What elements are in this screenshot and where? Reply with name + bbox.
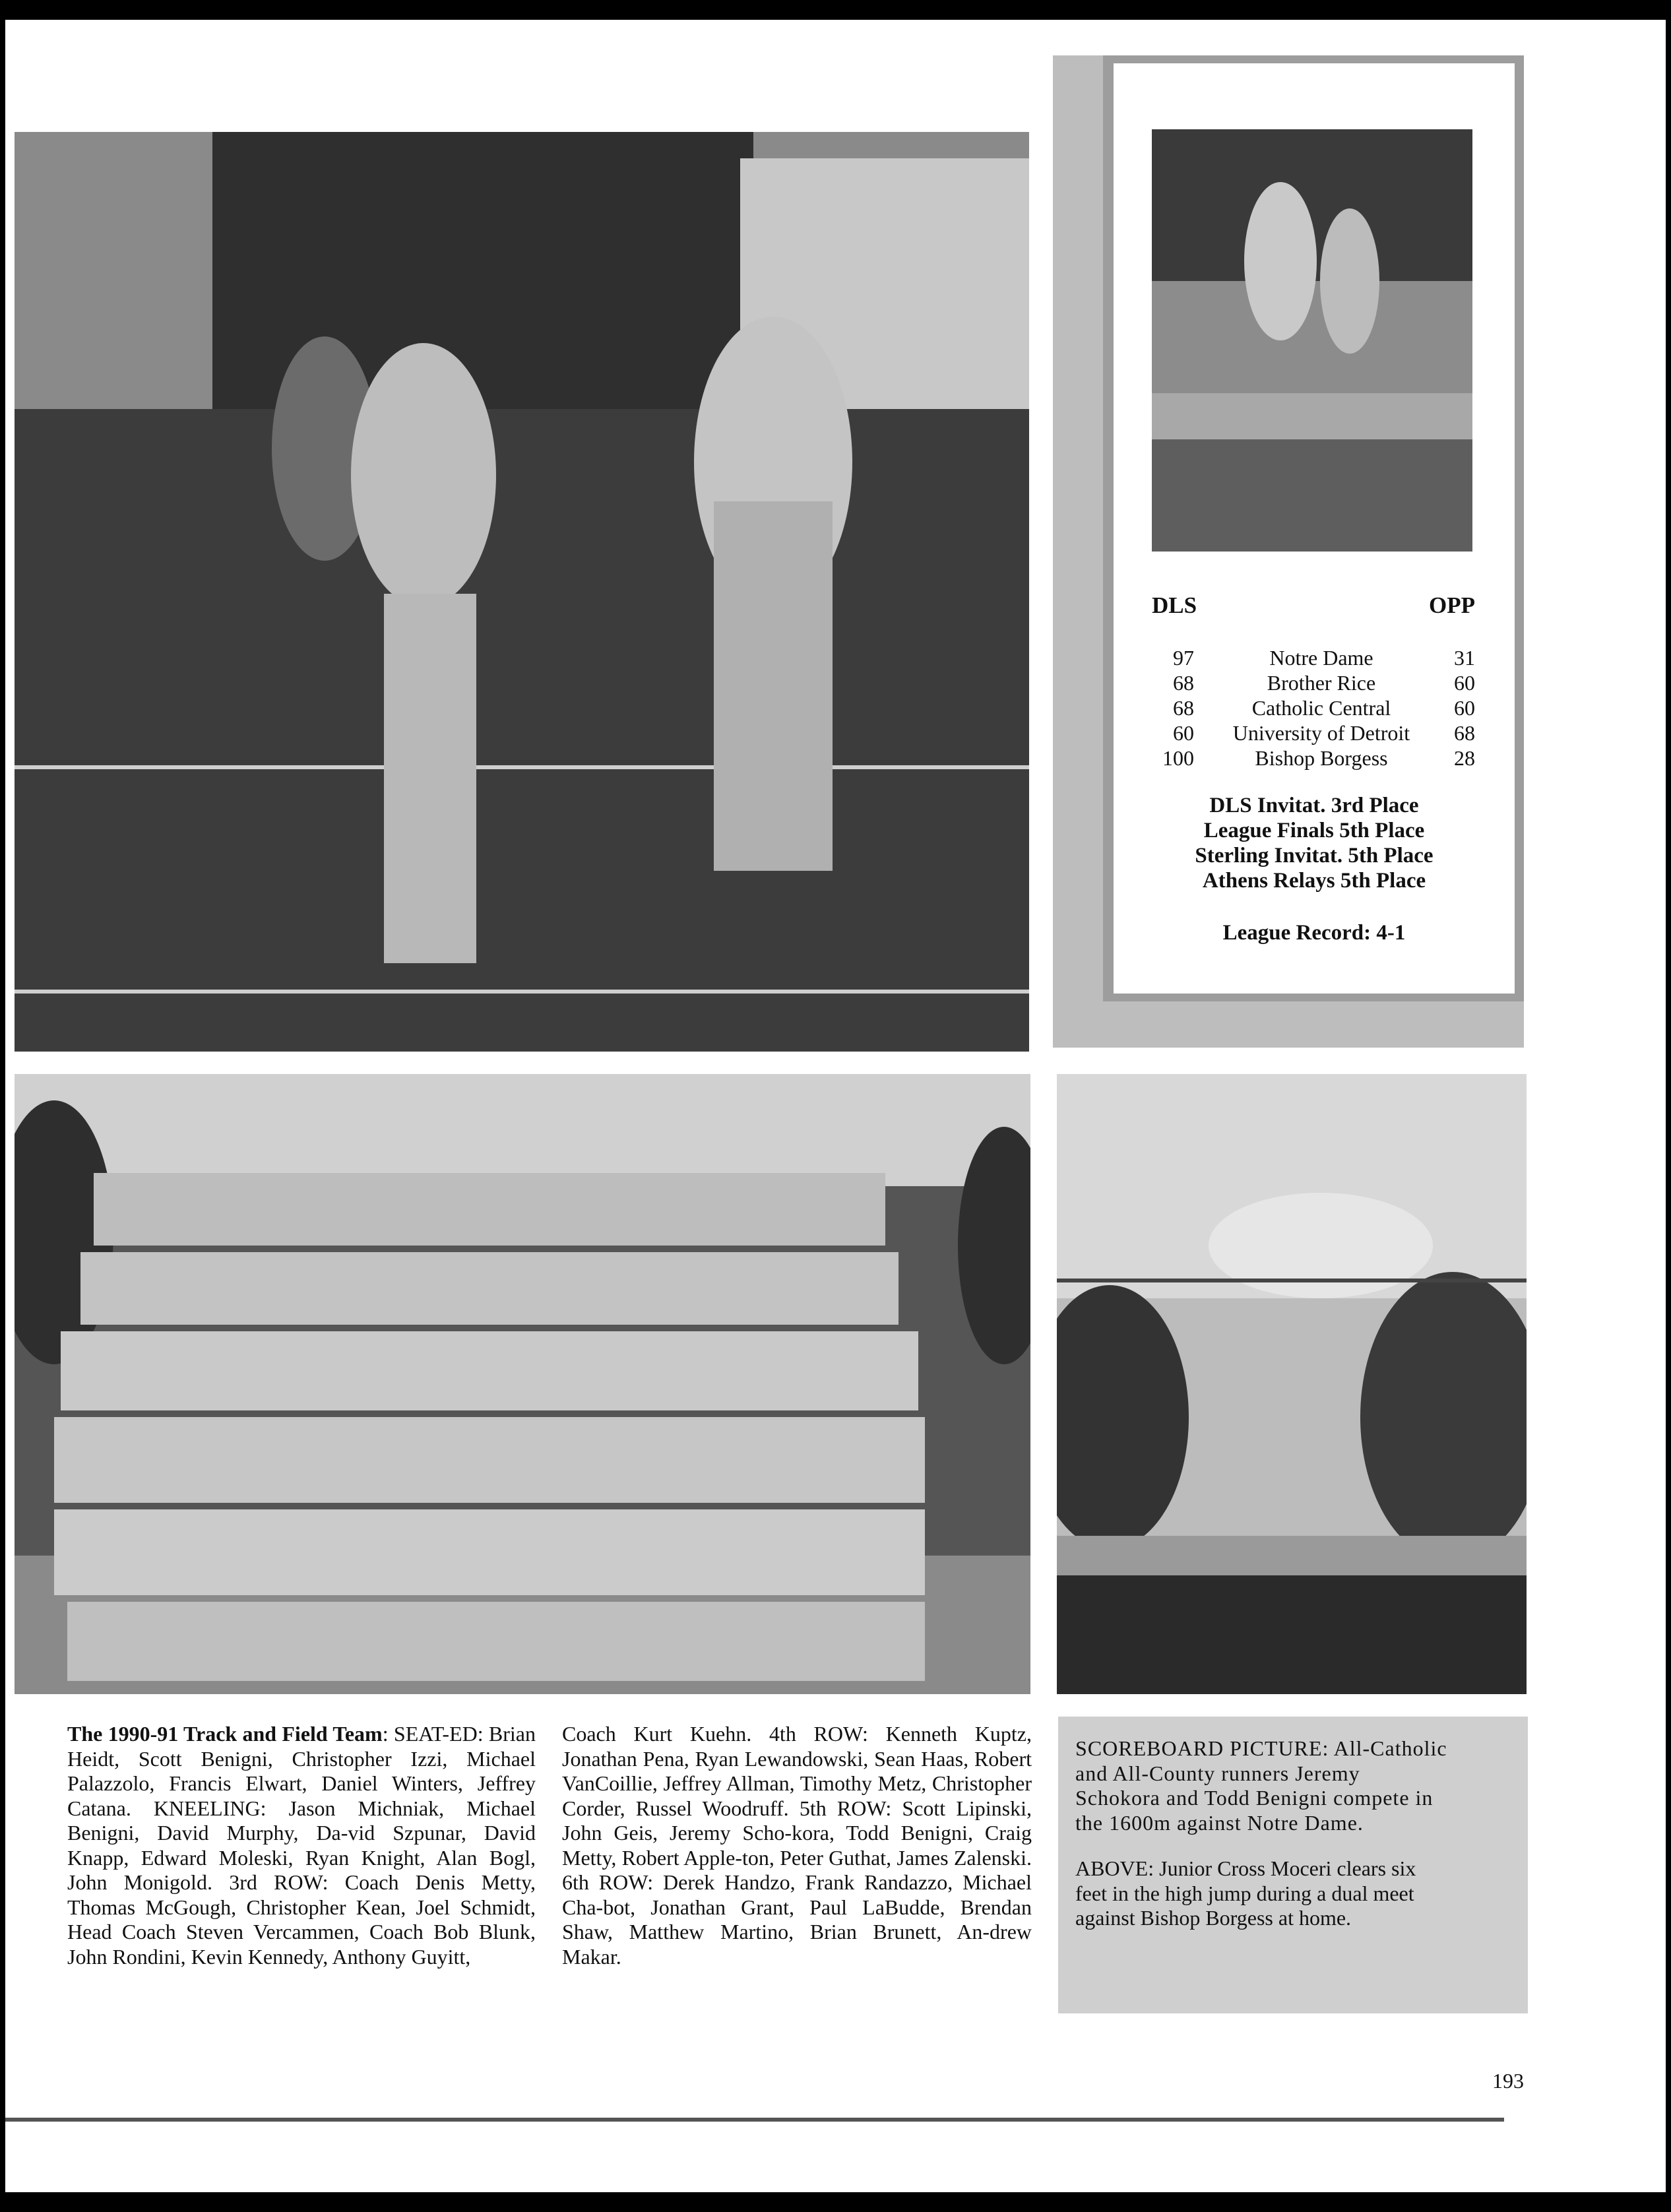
team-photo (15, 1074, 1030, 1694)
page-border-top (0, 0, 1671, 20)
score-row (1152, 670, 1475, 695)
dls-column-label: DLS (1152, 592, 1197, 618)
result-line: Athens Relays 5th Place (1202, 869, 1426, 893)
result-line: DLS Invitat. 3rd Place (1209, 794, 1419, 817)
dls-score: 60 (1173, 721, 1194, 745)
opp-score: 31 (1454, 646, 1475, 670)
opp-column-label: OPP (1429, 592, 1475, 618)
page-border-right (1666, 0, 1671, 2212)
season-results (1121, 793, 1507, 893)
page-border-bottom (0, 2192, 1671, 2212)
dls-score: 68 (1173, 671, 1194, 695)
dls-score: 97 (1173, 646, 1194, 670)
mile-photo-image (1152, 129, 1472, 552)
score-row (1152, 745, 1475, 771)
team-caption-column-2 (562, 1722, 1032, 1969)
page-border-left (0, 0, 5, 2212)
score-row (1152, 695, 1475, 720)
mile-photo (1152, 129, 1472, 552)
high-jump-photo-image (1057, 1074, 1527, 1694)
opponent-name: University of Detroit (1232, 721, 1410, 745)
footer-rule (5, 2118, 1504, 2122)
dls-score: 68 (1173, 696, 1194, 720)
opp-score: 60 (1454, 696, 1475, 720)
opp-score: 68 (1454, 721, 1475, 745)
high-jump-photo (1057, 1074, 1527, 1694)
relay-photo (15, 132, 1029, 1052)
result-line: Sterling Invitat. 5th Place (1195, 844, 1434, 868)
relay-photo-image (15, 132, 1029, 1052)
page-number: 193 (1492, 2069, 1524, 2093)
scoreboard-table (1152, 645, 1475, 771)
dls-score: 100 (1162, 746, 1194, 770)
team-caption-title: The 1990-91 Track and Field Team (67, 1722, 383, 1746)
opponent-name: Catholic Central (1251, 696, 1391, 720)
opponent-name: Brother Rice (1267, 671, 1376, 695)
result-line: League Finals 5th Place (1203, 819, 1425, 842)
scoreboard-photo-caption: SCOREBOARD PICTURE: All-Catholic and All-County runners Jeremy Schokora and Todd Benigni compete in the 1600m against Notre Dame. (1075, 1736, 1447, 1835)
opponent-name: Notre Dame (1269, 646, 1373, 670)
team-photo-image (15, 1074, 1030, 1694)
high-jump-photo-caption: ABOVE: Junior Cross Moceri clears six feet in the high jump during a dual meet against Bishop Borgess at home. (1075, 1856, 1416, 1930)
team-caption-text-2: Coach Kurt Kuehn. 4th ROW: Kenneth Kuptz, Jonathan Pena, Ryan Lewandowski, Sean Haas, Robert VanCoillie, Jeffrey Allman, Timothy Metz, Christopher Corder, Russel Woodruff. 5th ROW: Scott Lipinski, John Geis, Jeremy Scho-kora, Todd Benigni, Craig Metty, Robert Apple-ton, Peter Guthat, James Zalenski. 6th ROW: Derek Handzo, Frank Randazzo, Michael Cha-bot, Jonathan Grant, Paul LaBudde, Brendan Shaw, Matthew Martino, Brian Brunett, An-drew Makar. (562, 1722, 1032, 1969)
team-caption-column-1 (67, 1722, 536, 1969)
opp-score: 60 (1454, 671, 1475, 695)
photo-caption-text (1075, 1736, 1449, 1952)
score-row (1152, 645, 1475, 670)
league-record: League Record: 4-1 (1222, 921, 1406, 945)
score-row (1152, 720, 1475, 745)
team-caption-text-1: : SEAT-ED: Brian Heidt, Scott Benigni, Christopher Izzi, Michael Palazzolo, Francis Elwart, Daniel Winters, Jeffrey Catana. KNEELING: Jason Michniak, Michael Benigni, David Murphy, Da-vid Szpunar, David Knapp, Edward Moleski, Ryan Knight, Alan Bogl, John Monigold. 3rd ROW: Coach Denis Metty, Thomas McGough, Christopher Kean, Joel Schmidt, Head Coach Steven Vercammen, Coach Bob Blunk, John Rondini, Kevin Kennedy, Anthony Guyitt, (67, 1722, 536, 1969)
opponent-name: Bishop Borgess (1255, 746, 1388, 770)
opp-score: 28 (1454, 746, 1475, 770)
